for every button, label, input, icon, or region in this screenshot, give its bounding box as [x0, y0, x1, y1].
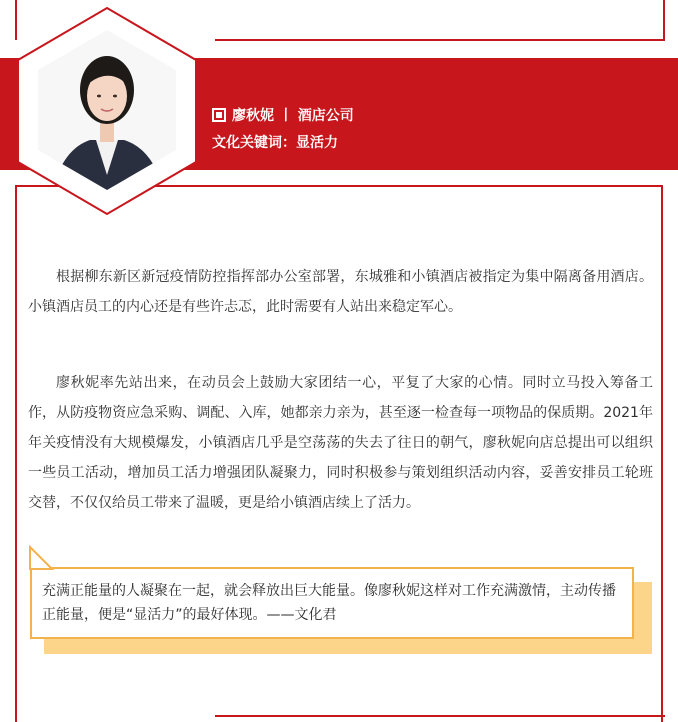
culture-keyword: 文化关键词：显活力: [212, 135, 338, 151]
portrait-hexagon: [0, 0, 220, 240]
frame-line-bottom: [215, 715, 665, 717]
article-paragraph: 根据柳东新区新冠疫情防控指挥部办公室部署，东城雅和小镇酒店被指定为集中隔离备用酒店。小镇酒店员工的内心还是有些许忐忑，此时需要有人站出来稳定军心。: [28, 269, 653, 315]
quote-corner-icon: [28, 545, 58, 575]
frame-line-right: [663, 0, 665, 40]
quote-text: 充满正能量的人凝聚在一起，就会释放出巨大能量。像廖秋妮这样对工作充满激情，主动传播正能量，便是“显活力”的最好体现。——文化君: [42, 583, 616, 623]
frame-line-top: [215, 39, 665, 41]
name-marker-icon: [212, 108, 226, 122]
person-name-department: 廖秋妮 丨 酒店公司: [232, 108, 354, 124]
article-paragraph: 廖秋妮率先站出来，在动员会上鼓励大家团结一心，平复了大家的心情。同时立马投入筹备工作，从防疫物资应急采购、调配、入库，她都亲力亲为，甚至逐一检查每一项物品的保质期。2021年年关疫情没有大规模爆发，小镇酒店几乎是空荡荡的失去了往日的朝气，廖秋妮向店总提出可以组织一些员工活动，增加员工活力增强团队凝聚力，同时积极参与策划组织活动内容，妥善安排员工轮班交替，不仅仅给员工带来了温暖，更是给小镇酒店续上了活力。: [28, 375, 653, 511]
